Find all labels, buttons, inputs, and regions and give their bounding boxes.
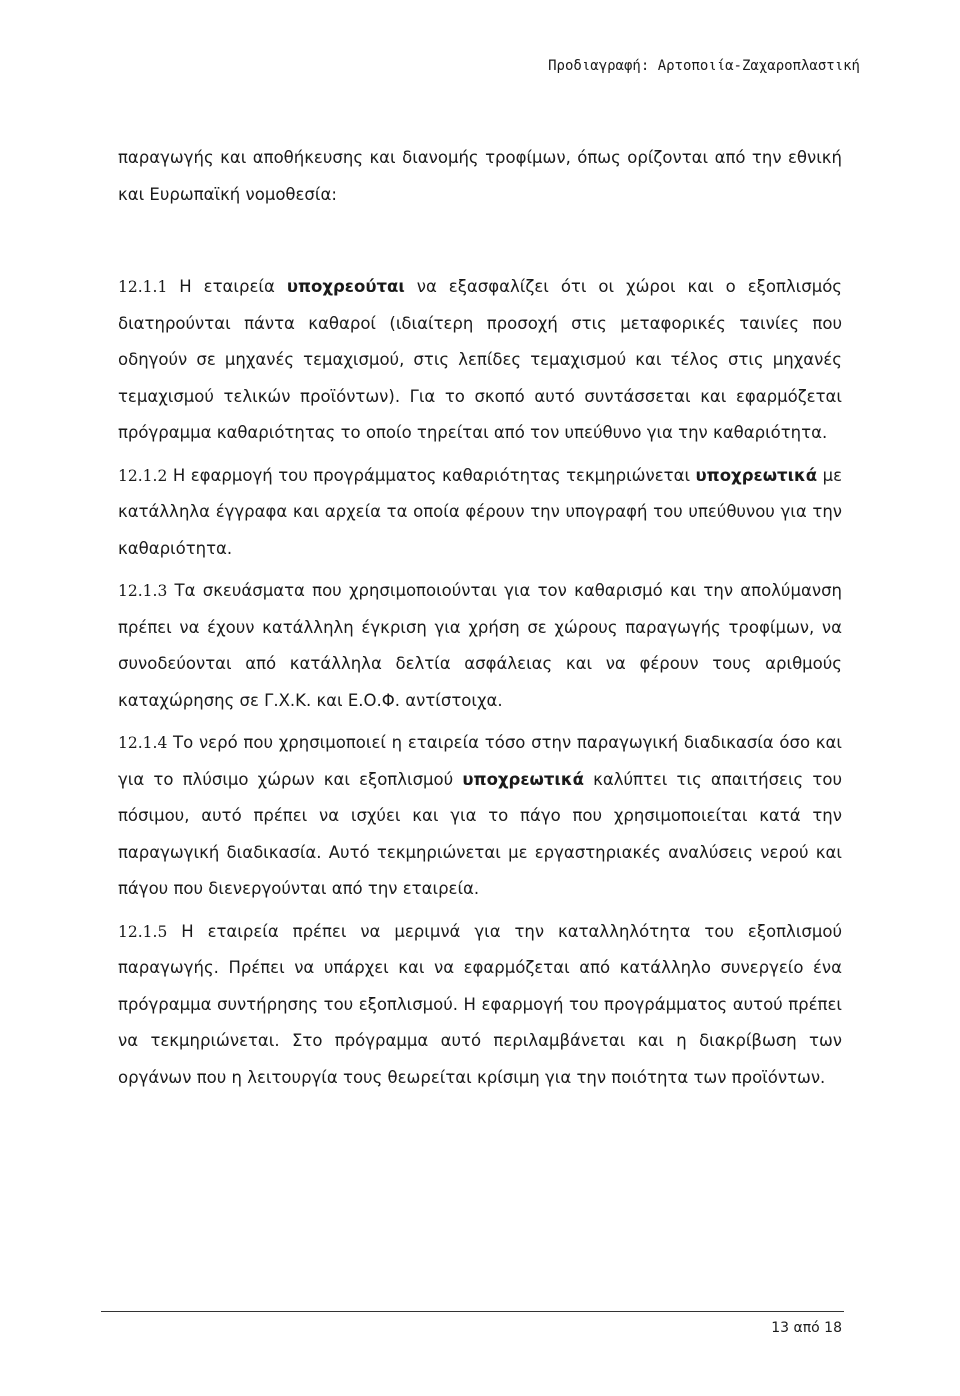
section-text: Η εφαρμογή του προγράμματος καθαριότητας τεκμηριώνεται: [167, 465, 696, 485]
page-number: 13 από 18: [771, 1320, 842, 1336]
section-number: 12.1.2: [118, 466, 168, 485]
section-text: Η εταιρεία: [167, 277, 287, 296]
section-text: Τα σκευάσματα που χρησιμοποιούνται για τον καθαρισμό και την απολύμανση πρέπει να έχουν κατάλληλη έγκριση για χρήση σε χώρους παραγωγής τροφίμων, να συνοδεύονται από κατάλληλα δελτία ασφάλειας και να φέρουν τους αριθμούς καταχώρησης σε Γ.Χ.Κ. και Ε.Ο.Φ. αντίστοιχα.: [118, 581, 842, 710]
document-body: [118, 140, 842, 1096]
section-keyword: υποχρεούται: [286, 277, 405, 296]
section-text: Η εταιρεία πρέπει να μεριμνά για την καταλληλότητα του εξοπλισμού παραγωγής. Πρέπει να υπάρχει και να εφαρμόζεται από κατάλληλο συνεργείο ένα πρόγραμμα συντήρησης του εξοπλισμού. Η εφαρμογή του προγράμματος αυτού πρέπει να τεκμηριώνεται. Στο πρόγραμμα αυτό περιλαμβάνεται και η διακρίβωση των οργάνων που η λειτουργία τους θεωρείται κρίσιμη για την ποιότητα των προϊόντων.: [118, 921, 842, 1087]
section-12-1-3: [118, 573, 842, 719]
section-number: 12.1.1: [118, 278, 168, 296]
section-text: με κατάλληλα έγγραφα και αρχεία τα οποία φέρουν την υπογραφή του υπεύθυνου για την καθαριότητα.: [118, 465, 842, 558]
section-number: 12.1.5: [118, 922, 168, 941]
section-text: Το νερό που χρησιμοποιεί η εταιρεία τόσο στην παραγωγική διαδικασία όσο και για το πλύσιμο χώρων και εξοπλισμού: [118, 733, 842, 789]
section-number: 12.1.4: [118, 734, 168, 752]
footer-divider: [101, 1311, 844, 1312]
section-12-1-2: [118, 458, 842, 568]
section-12-1-4: [118, 725, 842, 908]
section-text: να εξασφαλίζει ότι οι χώροι και ο εξοπλισμός διατηρούνται πάντα καθαροί (ιδιαίτερη προσοχή στις μεταφορικές ταινίες που οδηγούν σε μηχανές τεμαχισμού, στις λεπίδες τεμαχισμού και τέλος στις μηχανές τεμαχισμού τελικών προϊόντων). Για το σκοπό αυτό συντάσσεται και εφαρμόζεται πρόγραμμα καθαριότητας το οποίο τηρείται από τον υπεύθυνο για την καθαριότητα.: [118, 277, 842, 442]
page-header: Προδιαγραφή: Αρτοποιία-Ζαχαροπλαστική: [548, 58, 860, 74]
section-12-1-5: [118, 914, 842, 1097]
section-keyword: υποχρεωτικά: [695, 465, 818, 485]
intro-paragraph: παραγωγής και αποθήκευσης και διανομής τροφίμων, όπως ορίζονται από την εθνική και Ευρωπαϊκή νομοθεσία:: [118, 148, 842, 204]
section-number: 12.1.3: [118, 582, 168, 600]
section-12-1-1: [118, 269, 842, 452]
section-keyword: υποχρεωτικά: [462, 769, 584, 789]
section-text: καλύπτει τις απαιτήσεις του πόσιμου, αυτό πρέπει να ισχύει και για το πάγο που χρησιμοποιείται κατά την παραγωγική διαδικασία. Αυτό τεκμηριώνεται με εργαστηριακές αναλύσεις νερού και πάγου που διενεργούνται από την εταιρεία.: [118, 769, 842, 898]
